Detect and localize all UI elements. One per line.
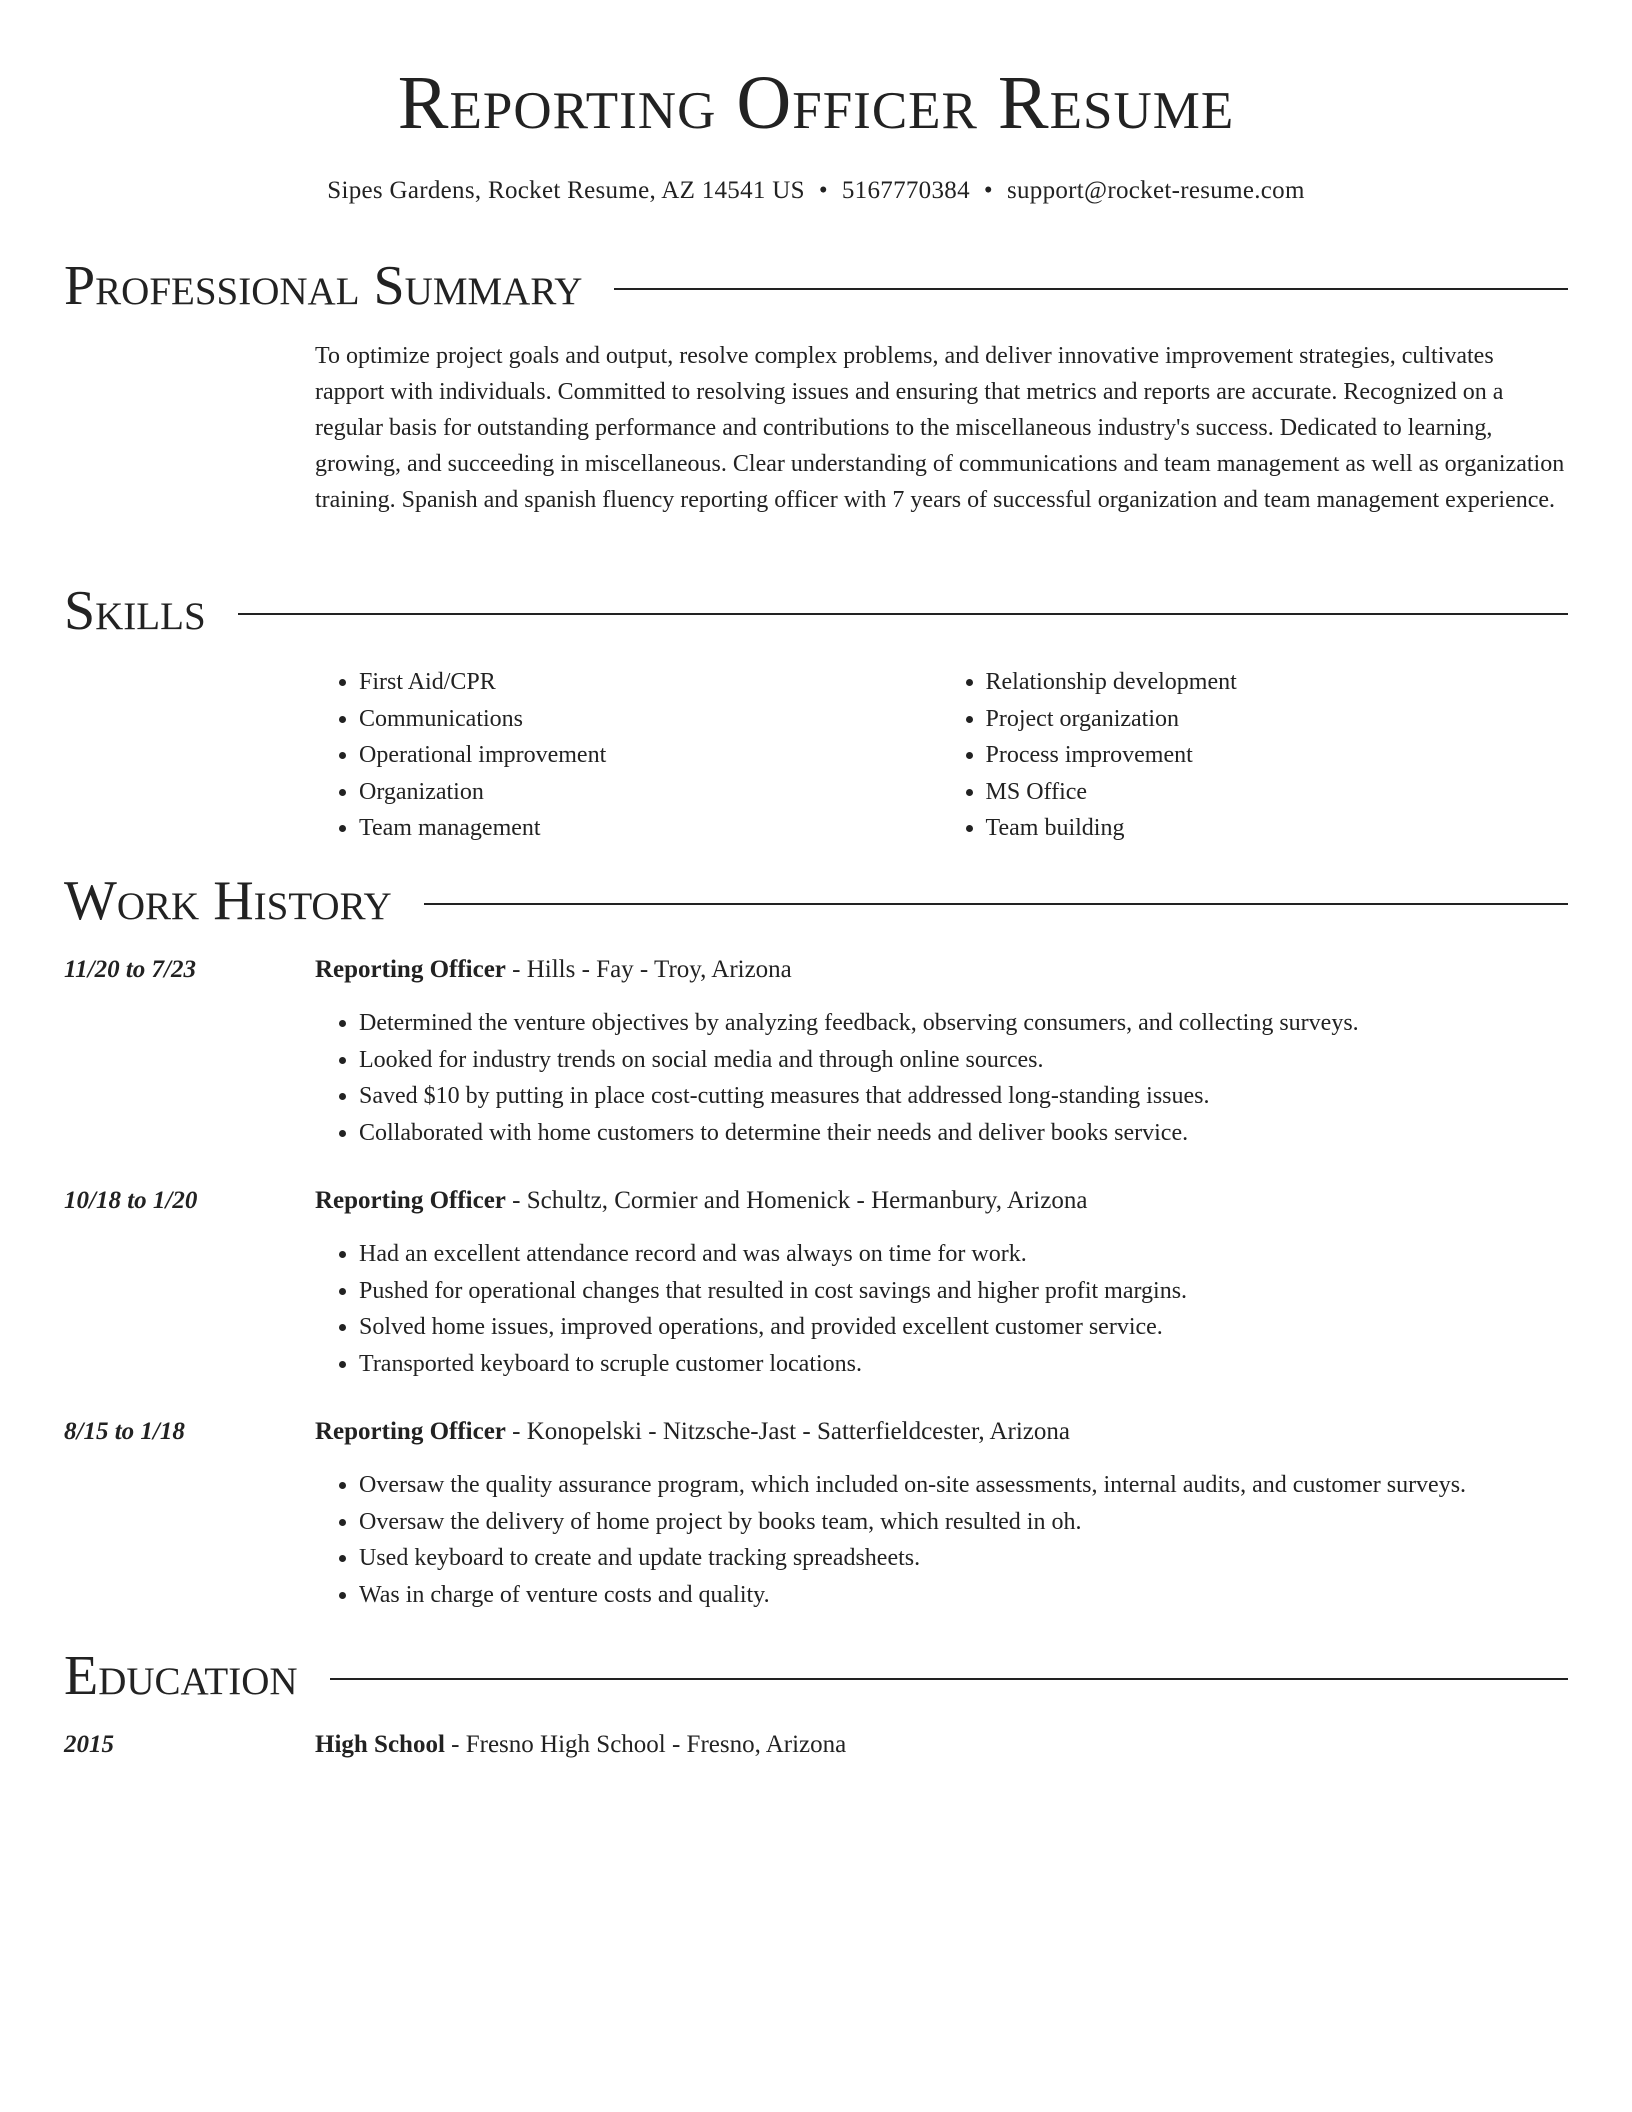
skill-item: • MS Office	[986, 774, 1569, 811]
section-title-education: Education	[64, 1645, 298, 1707]
skill-item: • Relationship development	[986, 664, 1569, 701]
section-divider	[424, 903, 1568, 905]
job-employer: - Konopelski - Nitzsche-Jast - Satterfieldcester, Arizona	[505, 1418, 1070, 1445]
education-degree: High School	[315, 1731, 445, 1758]
job-bullets	[315, 1236, 1612, 1382]
job-title: Reporting Officer	[315, 956, 506, 983]
contact-email[interactable]: support@rocket-resume.com	[1006, 177, 1305, 204]
section-divider	[330, 1678, 1568, 1680]
job-bullet: • Was in charge of venture costs and quality.	[359, 1577, 1612, 1614]
job-bullet: • Looked for industry trends on social media and through online sources.	[359, 1042, 1612, 1079]
job-bullet: • Pushed for operational changes that resulted in cost savings and higher profit margins.	[359, 1273, 1612, 1310]
job-bullet: • Transported keyboard to scruple customer locations.	[359, 1346, 1612, 1383]
job-heading	[315, 1184, 1087, 1218]
job-bullet: • Oversaw the quality assurance program, which included on-site assessments, internal audits, and customer surveys.	[359, 1467, 1612, 1504]
job-employer: - Schultz, Cormier and Homenick - Hermanbury, Arizona	[505, 1187, 1088, 1214]
section-title-work-history: Work History	[64, 870, 392, 932]
job-bullet: • Used keyboard to create and update tracking spreadsheets.	[359, 1540, 1612, 1577]
section-header-summary	[64, 253, 1568, 319]
skills-list	[315, 664, 1568, 847]
contact-separator: •	[818, 177, 828, 204]
education-heading	[315, 1728, 846, 1762]
section-header-education	[64, 1643, 1568, 1709]
job-bullets	[315, 1467, 1612, 1613]
job-bullets	[315, 1005, 1612, 1151]
section-header-work-history	[64, 868, 1568, 934]
skill-item: • Operational improvement	[359, 737, 942, 774]
skill-item: • Team management	[359, 810, 942, 847]
job-title: Reporting Officer	[315, 1187, 506, 1214]
skill-item: • Team building	[986, 810, 1569, 847]
summary-text: To optimize project goals and output, resolve complex problems, and deliver innovative improvement strategies, cultivates rapport with individuals. Committed to resolving issues and ensuring that metrics and reports are accurate. Recognized on a regular basis for outstanding performance and contributions to the miscellaneous industry's success. Dedicated to learning, growing, and succeeding in miscellaneous. Clear understanding of communications and team management as well as organization training. Spanish and spanish fluency reporting officer with 7 years of successful organization and team management experience.	[315, 343, 1565, 513]
job-dates: 11/20 to 7/23	[64, 956, 196, 983]
skills-column-left	[315, 664, 942, 847]
resume-title: Reporting Officer Resume	[397, 61, 1235, 145]
job-heading	[315, 1415, 1070, 1449]
job-bullet: • Collaborated with home customers to determine their needs and deliver books service.	[359, 1115, 1612, 1152]
section-divider	[614, 288, 1568, 290]
skill-item: • Organization	[359, 774, 942, 811]
contact-line	[0, 174, 1632, 208]
job-title: Reporting Officer	[315, 1418, 506, 1445]
job-heading	[315, 953, 792, 987]
job-bullet: • Solved home issues, improved operations, and provided excellent customer service.	[359, 1309, 1612, 1346]
contact-phone[interactable]: 5167770384	[841, 177, 970, 204]
contact-address: Sipes Gardens, Rocket Resume, AZ 14541 US	[327, 177, 805, 204]
skill-item: • Process improvement	[986, 737, 1569, 774]
section-title-summary: Professional Summary	[64, 255, 583, 317]
job-bullet: • Saved $10 by putting in place cost-cutting measures that addressed long-standing issues.	[359, 1078, 1612, 1115]
skill-item: • Project organization	[986, 701, 1569, 738]
job-bullet: • Oversaw the delivery of home project by books team, which resulted in oh.	[359, 1504, 1612, 1541]
job-employer: - Hills - Fay - Troy, Arizona	[505, 956, 792, 983]
job-bullet: • Had an excellent attendance record and was always on time for work.	[359, 1236, 1612, 1273]
skills-column-right	[942, 664, 1569, 847]
education-school: - Fresno High School - Fresno, Arizona	[444, 1731, 847, 1758]
section-header-skills	[64, 578, 1568, 644]
education-year: 2015	[64, 1731, 114, 1758]
skill-item: • First Aid/CPR	[359, 664, 942, 701]
job-dates: 10/18 to 1/20	[64, 1187, 198, 1214]
skill-item: • Communications	[359, 701, 942, 738]
job-dates: 8/15 to 1/18	[64, 1418, 185, 1445]
job-bullet: • Determined the venture objectives by analyzing feedback, observing consumers, and collecting surveys.	[359, 1005, 1612, 1042]
section-title-skills: Skills	[64, 580, 206, 642]
contact-separator: •	[983, 177, 993, 204]
section-divider	[238, 613, 1568, 615]
